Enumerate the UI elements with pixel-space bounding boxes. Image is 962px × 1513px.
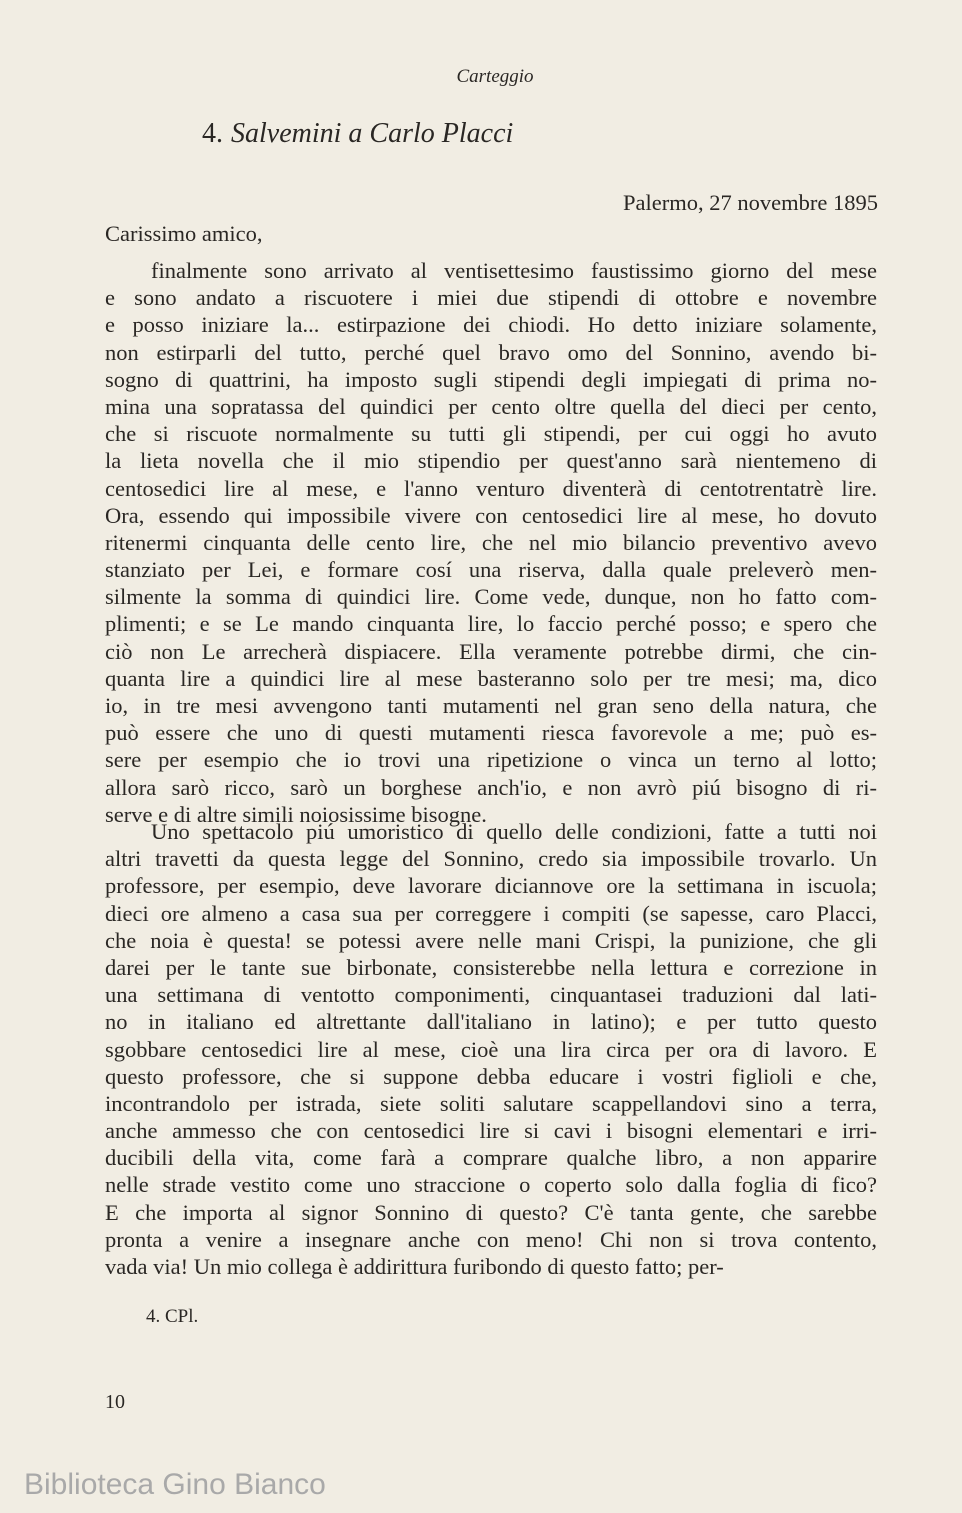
text-line: incontrandolo per istrada, siete soliti salutare scappellandovi sino a terra, [105, 1090, 877, 1116]
text-line: sogno di quattrini, ha imposto sugli stipendi degli impiegati di prima no- [105, 366, 877, 392]
text-line: darei per le tante sue birbonate, consisterebbe nella lettura e correzione in [105, 954, 877, 980]
text-line: che si riscuote normalmente su tutti gli stipendi, per cui oggi ho avuto [105, 421, 877, 447]
text-line: una settimana di ventotto componimenti, cinquantasei traduzioni dal lati- [105, 982, 877, 1008]
text-line: nelle strade vestito come uno straccione o coperto solo dalla foglia di fico? [105, 1172, 877, 1198]
text-line: questo professore, che si suppone debba educare i vostri figlioli e che, [105, 1063, 877, 1089]
text-line: dieci ore almeno a casa sua per correggere i compiti (se sapesse, caro Placci, [105, 900, 877, 926]
text-line: no in italiano ed altrettante dall'italiano in latino); e per tutto questo [105, 1009, 877, 1035]
text-line: vada via! Un mio collega è addirittura furibondo di questo fatto; per- [105, 1254, 724, 1279]
text-line: e posso iniziare la... estirpazione dei chiodi. Ho detto iniziare solamente, [105, 312, 877, 338]
letter-number: 4. [202, 118, 223, 149]
running-head: Carteggio [456, 66, 534, 87]
letter-title-text: Salvemini a Carlo Placci [231, 118, 514, 149]
text-line: e sono andato a riscuotere i miei due stipendi di ottobre e novembre [105, 285, 877, 311]
text-line: Ora, essendo qui impossibile vivere con centosedici lire al mese, ho dovuto [105, 502, 877, 528]
footnote: 4. CPl. [146, 1306, 199, 1327]
text-line: Uno spettacolo piú umoristico di quello delle condizioni, fatte a tutti noi [151, 819, 877, 844]
text-line: centosedici lire al mese, e l'anno venturo diventerà di centotrentatrè lire. [105, 475, 877, 501]
text-line: allora sarò ricco, sarò un borghese anch'io, e non avrò piú bisogno di ri- [105, 774, 877, 800]
paragraph-2 [105, 818, 877, 1280]
watermark: Biblioteca Gino Bianco [24, 1468, 326, 1501]
text-line: anche ammesso che con centosedici lire si cavi i bisogni elementari e irri- [105, 1118, 877, 1144]
text-line: non estirparli del tutto, perché quel bravo omo del Sonnino, avendo bi- [105, 339, 877, 365]
text-line: serve e di altre simili noiosissime bisogne. [105, 801, 487, 827]
text-line: silmente la somma di quindici lire. Come vede, dunque, non ho fatto com- [105, 584, 877, 610]
text-line: altri travetti da questa legge del Sonnino, credo sia impossibile trovarlo. Un [105, 846, 877, 872]
text-line: la lieta novella che il mio stipendio per quest'anno sarà nientemeno di [105, 448, 877, 474]
text-line: ritenermi cinquanta delle cento lire, che nel mio bilancio preventivo avevo [105, 529, 877, 555]
text-line: stanziato per Lei, e formare cosí una riserva, dalla quale preleverò men- [105, 557, 877, 583]
text-line: plimenti; e se Le mando cinquanta lire, lo faccio perché posso; e spero che [105, 611, 877, 637]
text-line: può essere che uno di questi mutamenti riesca favorevole a me; può es- [105, 720, 877, 746]
paragraph-1 [105, 257, 877, 828]
dateline: Palermo, 27 novembre 1895 [623, 190, 878, 215]
text-line: io, in tre mesi avvengono tanti mutamenti nel gran seno della natura, che [105, 693, 877, 718]
text-line: ciò non Le arrecherà dispiacere. Ella veramente potrebbe dirmi, che cin- [105, 638, 877, 664]
page-number: 10 [105, 1391, 125, 1413]
text-line: finalmente sono arrivato al ventisettesimo faustissimo giorno del mese [151, 258, 877, 283]
text-line: ducibili della vita, come farà a comprare qualche libro, a non apparire [105, 1145, 877, 1171]
letter-title [202, 118, 513, 150]
text-line: mina una sopratassa del quindici per cento oltre quella del dieci per cento, [105, 393, 877, 419]
text-line: sere per esempio che io trovi una ripetizione o vinca un terno al lotto; [105, 747, 877, 773]
text-line: sgobbare centosedici lire al mese, cioè una lira circa per ora di lavoro. E [105, 1036, 877, 1062]
text-line: pronta a venire a insegnare anche con meno! Chi non si trova contento, [105, 1226, 877, 1252]
text-line: che noia è questa! se potessi avere nelle mani Crispi, la punizione, che gli [105, 927, 877, 953]
salutation: Carissimo amico, [105, 221, 263, 246]
text-line: professore, per esempio, deve lavorare diciannove ore la settimana in iscuola; [105, 873, 877, 899]
text-line: quanta lire a quindici lire al mese basteranno solo per tre mesi; ma, dico [105, 665, 877, 691]
text-line: E che importa al signor Sonnino di questo? C'è tanta gente, che sarebbe [105, 1199, 877, 1225]
